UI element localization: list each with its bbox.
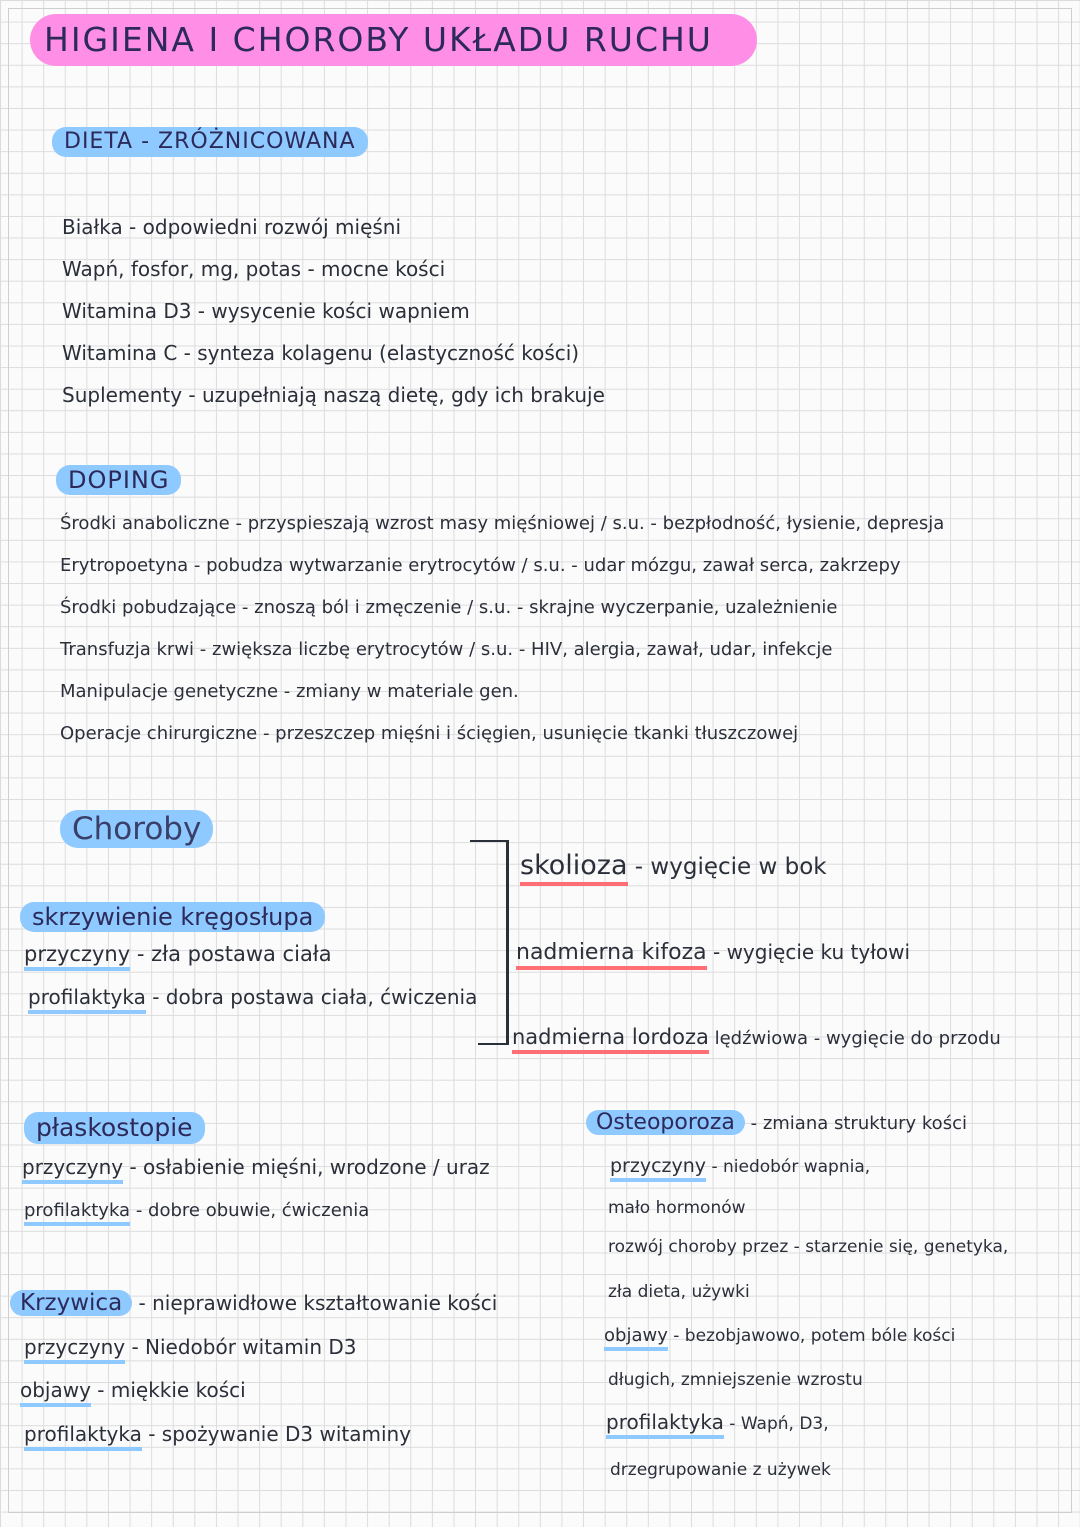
list-item: Białka - odpowiedni rozwój mięśni [62,215,402,239]
przyczyny-text: - Niedobór witamin D3 [125,1335,357,1359]
bracket-top [470,840,508,842]
profilaktyka-text: - spożywanie D3 witaminy [141,1422,412,1446]
przyczyny-label: przyczyny [22,1155,123,1184]
objawy-label: objawy [20,1378,91,1407]
profilaktyka-label: profilaktyka [28,985,146,1014]
doping-list [60,503,944,755]
osteoporoza-objawy [604,1325,955,1346]
przyczyny-label: przyczyny [24,942,130,971]
przyczyny-text: - niedobór wapnia, [706,1157,871,1177]
profilaktyka-text: - dobra postawa ciała, ćwiczenia [145,985,478,1009]
skolioza-text: - wygięcie w bok [627,854,827,880]
przyczyny-text: - zła postawa ciała [130,942,332,966]
krzywica-objawy [20,1378,246,1402]
przyczyny-text: - osłabienie mięśni, wrodzone / uraz [123,1155,490,1179]
list-item: Witamina D3 - wysycenie kości wapniem [62,299,470,323]
skolioza-label: skolioza [520,850,628,886]
section-heading-dieta: DIETA - ZRÓŻNICOWANA [52,127,368,157]
section-heading-choroby: Choroby [60,810,213,848]
krzywica-profilaktyka [24,1422,411,1446]
plaskostopie-heading: płaskostopie [24,1112,205,1144]
lordoza-text: lędźwiowa - wygięcie do przodu [708,1028,1001,1049]
objawy-text: - miękkie kości [90,1378,246,1402]
objawy-label: objawy [604,1325,668,1351]
lordoza-label: nadmierna lordoza [512,1025,709,1054]
osteoporoza-text-line: długich, zmniejszenie wzrostu [608,1370,863,1390]
list-item: Manipulacje genetyczne - zmiany w materiale gen. [60,681,519,702]
bracket [506,840,509,1045]
profilaktyka-label: profilaktyka [24,1200,130,1226]
list-item: Operacje chirurgiczne - przeszczep mięśni i ścięgien, usunięcie tkanki tłuszczowej [60,723,799,744]
skrzywienie-heading: skrzywienie kręgosłupa [20,902,325,932]
kifoza-label: nadmierna kifoza [516,940,707,970]
list-item: Środki pobudzające - znoszą ból i zmęczenie / s.u. - skrajne wyczerpanie, uzależnienie [60,597,838,618]
krzywica-desc: - nieprawidłowe kształtowanie kości [132,1291,498,1315]
kifoza-line [516,940,910,965]
kifoza-text: - wygięcie ku tyłowi [706,940,911,964]
osteoporoza-text-line: mało hormonów [608,1198,746,1218]
osteoporoza-text-line: zła dieta, używki [608,1282,750,1302]
osteoporoza-line [586,1110,967,1135]
osteoporoza-heading: Osteoporoza [586,1110,745,1135]
plaskostopie-przyczyny [22,1155,490,1179]
section-heading-doping: DOPING [56,465,181,495]
list-item: Suplementy - uzupełniają naszą dietę, gdy ich brakuje [62,383,605,407]
objawy-text: - bezobjawowo, potem bóle kości [667,1326,956,1346]
profilaktyka-text: - dobre obuwie, ćwiczenia [130,1200,370,1221]
przyczyny-label: przyczyny [24,1335,125,1364]
osteoporoza-profilaktyka [606,1410,829,1434]
lordoza-line [512,1025,1001,1049]
list-item: Transfuzja krwi - zwiększa liczbę erytrocytów / s.u. - HIV, alergia, zawał, udar, infekcje [60,639,833,660]
list-item: Erytropoetyna - pobudza wytwarzanie erytrocytów / s.u. - udar mózgu, zawał serca, zakrzepy [60,555,901,576]
skrzywienie-przyczyny [24,942,332,966]
osteoporoza-przyczyny [610,1155,870,1177]
diet-list [62,206,605,416]
profilaktyka-text: - Wapń, D3, [723,1414,829,1434]
krzywica-line [10,1290,497,1316]
page-title: HIGIENA I CHOROBY UKŁADU RUCHU [30,14,757,66]
przyczyny-label: przyczyny [610,1155,706,1182]
skolioza-line [520,850,827,881]
bracket-bottom [478,1043,508,1045]
list-item: Witamina C - synteza kolagenu (elastyczność kości) [62,341,580,365]
list-item: Środki anaboliczne - przyspieszają wzrost masy mięśniowej / s.u. - bezpłodność, łysienie, depresja [60,513,945,534]
profilaktyka-label: profilaktyka [606,1410,724,1439]
list-item: Wapń, fosfor, mg, potas - mocne kości [62,257,446,281]
skrzywienie-profilaktyka [28,985,477,1009]
osteoporoza-desc: - zmiana struktury kości [744,1113,967,1134]
plaskostopie-profilaktyka [24,1200,369,1221]
osteoporoza-text-line: drzegrupowanie z używek [610,1460,831,1480]
krzywica-heading: Krzywica [10,1290,132,1316]
osteoporoza-text-line: rozwój choroby przez - starzenie się, genetyka, [608,1237,1009,1257]
profilaktyka-label: profilaktyka [24,1422,142,1451]
krzywica-przyczyny [24,1335,357,1359]
